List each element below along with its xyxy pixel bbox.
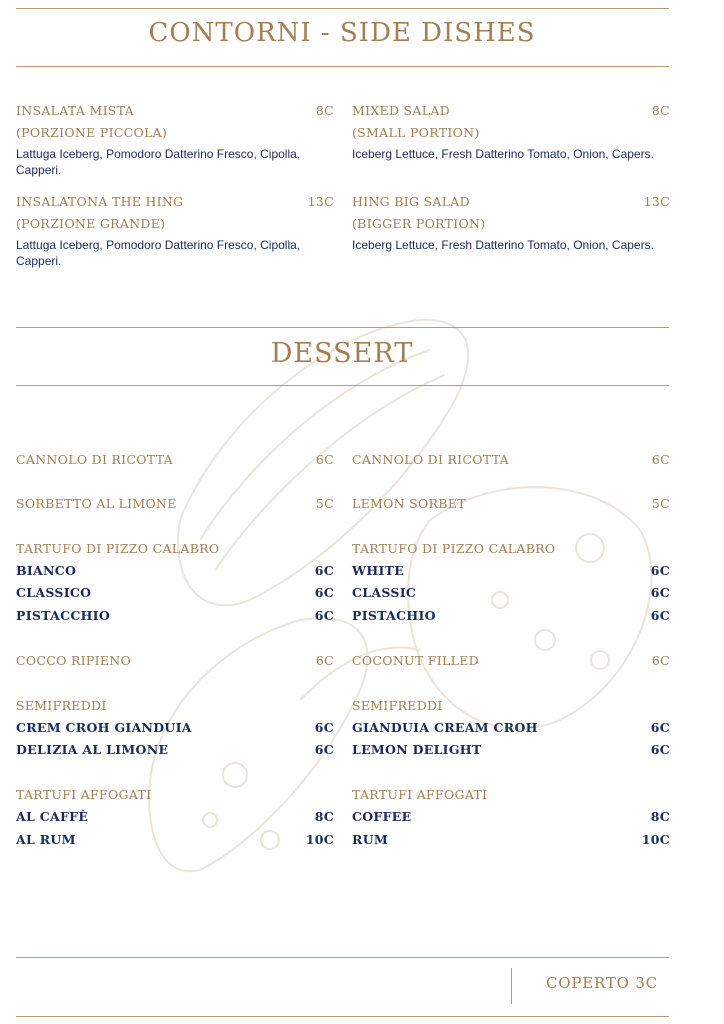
- item-price: 6C: [314, 563, 334, 578]
- item-price: 13C: [307, 194, 334, 209]
- item-name: DELIZIA AL LIMONE: [16, 742, 169, 757]
- item-description: Iceberg Lettuce, Fresh Datterino Tomato, Onion, Capers.: [352, 238, 654, 252]
- menu-item: [352, 807, 670, 827]
- item-price: 6C: [650, 742, 670, 757]
- item-price: 6C: [314, 608, 334, 623]
- footer-top-divider: [16, 957, 669, 958]
- item-description: Lattuga Iceberg, Pomodoro Datterino Fresco, Cipolla, Capperi.: [16, 238, 301, 268]
- footer-bottom-divider: [16, 1016, 669, 1017]
- heading-label: TARTUFO DI PIZZO CALABRO: [352, 541, 556, 556]
- item-description: Lattuga Iceberg, Pomodoro Datterino Fresco, Cipolla, Capperi.: [16, 147, 301, 177]
- menu-item: [16, 561, 334, 581]
- item-price: 8C: [651, 103, 670, 118]
- menu-item: [16, 718, 334, 738]
- item-name: CANNOLO DI RICOTTA: [16, 452, 173, 467]
- dessert-divider: [16, 385, 669, 386]
- item-price: 6C: [314, 742, 334, 757]
- portion-label: (PORZIONE GRANDE): [16, 216, 166, 231]
- item-price: 5C: [315, 496, 334, 511]
- item-name: AL CAFFÈ: [16, 809, 89, 824]
- menu-item: [16, 192, 334, 212]
- item-price: 10C: [641, 832, 670, 847]
- portion-label: (BIGGER PORTION): [352, 216, 486, 231]
- section-heading: [352, 696, 670, 716]
- item-name: SORBETTO AL LIMONE: [16, 496, 177, 511]
- contorni-divider: [16, 66, 669, 67]
- item-price: 6C: [651, 653, 670, 668]
- footer-vertical-divider: [511, 968, 512, 1004]
- item-price: 6C: [650, 720, 670, 735]
- item-price: 6C: [650, 585, 670, 600]
- heading-label: SEMIFREDDI: [16, 698, 107, 713]
- menu-item: [16, 583, 334, 603]
- portion-label: (SMALL PORTION): [352, 125, 480, 140]
- item-price: 6C: [315, 452, 334, 467]
- heading-label: TARTUFI AFFOGATI: [352, 787, 488, 802]
- item-name: PISTACCHIO: [16, 608, 111, 623]
- item-name: CLASSICO: [16, 585, 92, 600]
- menu-item: [352, 651, 670, 671]
- coperto-label: COPERTO 3C: [546, 974, 658, 992]
- item-price: 6C: [650, 563, 670, 578]
- item-price: 6C: [315, 653, 334, 668]
- menu-item: [16, 830, 334, 850]
- menu-item: [352, 494, 670, 514]
- item-price: 10C: [305, 832, 334, 847]
- menu-item: [352, 740, 670, 760]
- item-portion: [352, 214, 670, 234]
- item-portion: [352, 123, 670, 143]
- item-name: LEMON DELIGHT: [352, 742, 482, 757]
- dessert-top-divider: [16, 327, 669, 328]
- item-name: AL RUM: [16, 832, 76, 847]
- item-name: CANNOLO DI RICOTTA: [352, 452, 509, 467]
- section-heading: [352, 785, 670, 805]
- section-heading: [352, 539, 670, 559]
- item-price: 13C: [643, 194, 670, 209]
- item-price: 8C: [650, 809, 670, 824]
- item-name: PISTACHIO: [352, 608, 436, 623]
- item-description: Iceberg Lettuce, Fresh Datterino Tomato, Onion, Capers.: [352, 147, 654, 161]
- item-price: 6C: [314, 585, 334, 600]
- item-name: INSALATONA THE HING: [16, 194, 184, 209]
- contorni-title: CONTORNI - SIDE DISHES: [148, 18, 536, 48]
- item-name: INSALATA MISTA: [16, 103, 134, 118]
- item-name: CLASSIC: [352, 585, 417, 600]
- item-portion: [16, 214, 334, 234]
- item-name: RUM: [352, 832, 389, 847]
- heading-label: TARTUFO DI PIZZO CALABRO: [16, 541, 220, 556]
- item-price: 6C: [314, 720, 334, 735]
- menu-item: [16, 450, 334, 470]
- item-price: 6C: [650, 608, 670, 623]
- item-price: 5C: [651, 496, 670, 511]
- item-name: CREM CROH GIANDUIA: [16, 720, 192, 735]
- item-name: HING BIG SALAD: [352, 194, 470, 209]
- portion-label: (PORZIONE PICCOLA): [16, 125, 168, 140]
- top-divider: [16, 8, 669, 9]
- item-name: COCONUT FILLED: [352, 653, 479, 668]
- menu-item: [352, 450, 670, 470]
- menu-item: [352, 718, 670, 738]
- menu-item: [16, 101, 334, 121]
- menu-item: [352, 192, 670, 212]
- item-price: 6C: [651, 452, 670, 467]
- item-price: 8C: [314, 809, 334, 824]
- menu-item: [16, 606, 334, 626]
- menu-item: [16, 740, 334, 760]
- menu-item: [352, 583, 670, 603]
- heading-label: TARTUFI AFFOGATI: [16, 787, 152, 802]
- menu-item: [16, 651, 334, 671]
- section-heading: [16, 785, 334, 805]
- menu-item: [352, 101, 670, 121]
- item-name: LEMON SORBET: [352, 496, 466, 511]
- section-heading: [16, 539, 334, 559]
- item-portion: [16, 123, 334, 143]
- item-name: GIANDUIA CREAM CROH: [352, 720, 538, 735]
- item-name: WHITE: [352, 563, 405, 578]
- menu-item: [16, 807, 334, 827]
- menu-item: [352, 606, 670, 626]
- item-name: MIXED SALAD: [352, 103, 450, 118]
- item-name: COFFEE: [352, 809, 412, 824]
- menu-item: [352, 561, 670, 581]
- menu-item: [16, 494, 334, 514]
- dessert-title: DESSERT: [270, 338, 414, 369]
- item-price: 8C: [315, 103, 334, 118]
- section-heading: [16, 696, 334, 716]
- heading-label: SEMIFREDDI: [352, 698, 443, 713]
- menu-item: [352, 830, 670, 850]
- item-name: COCCO RIPIENO: [16, 653, 132, 668]
- item-name: BIANCO: [16, 563, 77, 578]
